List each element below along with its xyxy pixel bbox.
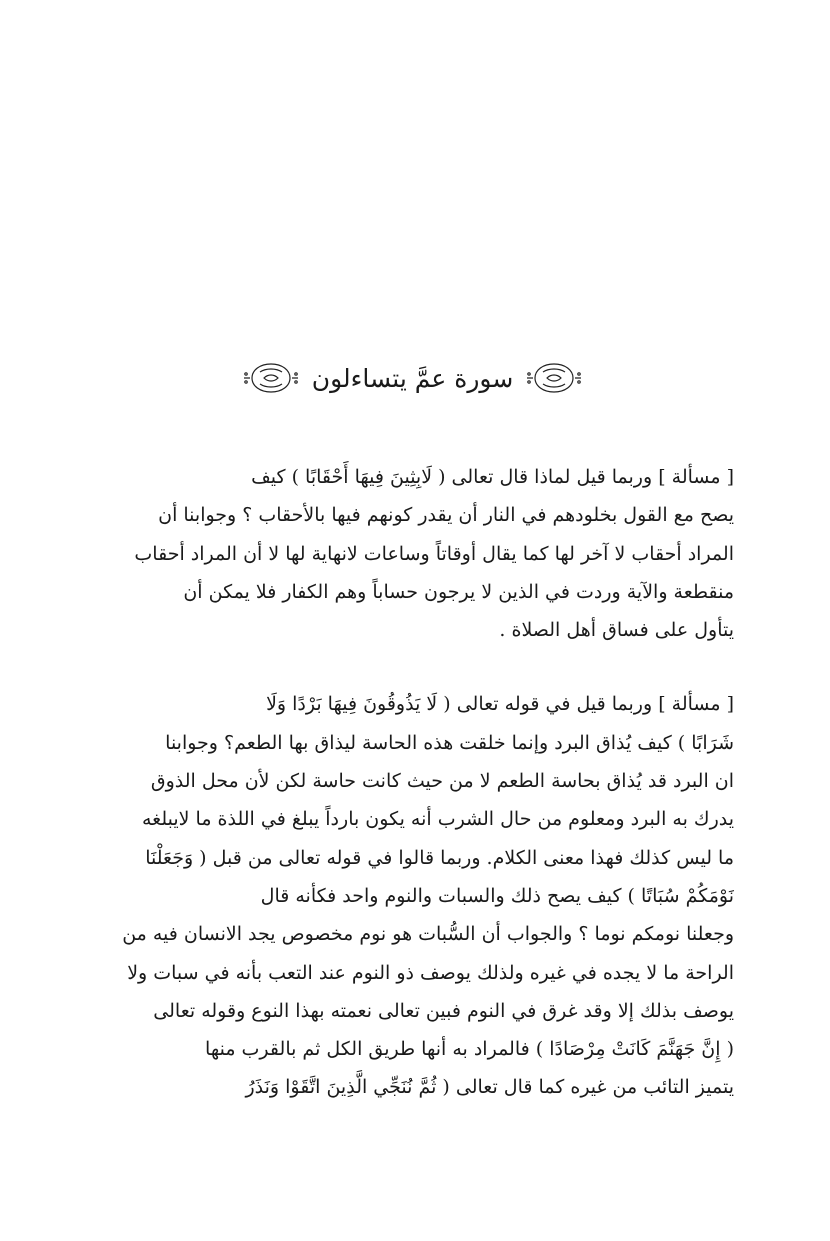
text-line: يتأول على فساق أهل الصلاة . [499,619,734,642]
paragraph-1 [96,458,734,649]
surah-title-banner [240,355,585,401]
paragraph-gap [96,649,734,685]
ornament-left-icon [240,358,302,398]
text-line: شَرَابًا ) كيف يُذاق البرد وإنما خلقت هذه الحاسة ليذاق بها الطعم؟ وجوابنا [165,731,734,754]
text-line: [ مسألة ] وربما قيل في قوله تعالى ( لَا يَذُوقُونَ فِيهَا بَرْدًا وَلَا [266,693,734,716]
text-line: نَوْمَكُمْ سُبَاتًا ) كيف يصح ذلك والسبات والنوم واحد فكأنه قال [260,884,734,907]
text-line: [ مسألة ] وربما قيل لماذا قال تعالى ( لَابِثِينَ فِيهَا أَحْقَابًا ) كيف [251,466,734,488]
text-line: يوصف بذلك إلا وقد غرق في النوم فبين تعالى نعمته بهذا النوع وقوله تعالى [153,999,734,1022]
text-line: ما ليس كذلك فهذا معنى الكلام. وربما قالوا في قوله تعالى من قبل ( وَجَعَلْنَا [145,846,734,869]
text-line: ان البرد قد يُذاق بحاسة الطعم لا من حيث كانت حاسة لكن لأن محل الذوق [150,770,734,793]
text-line: ( إِنَّ جَهَنَّمَ كَانَتْ مِرْصَادًا ) فالمراد به أنها طريق الكل ثم بالقرب منها [205,1038,734,1061]
text-line: يصح مع القول بخلودهم في النار أن يقدر كونهم فيها بالأحقاب ؟ وجوابنا أن [158,504,734,527]
body-text [96,458,734,1107]
text-line: الراحة ما لا يجده في غيره ولذلك يوصف ذو النوم عند التعب بأنه في سبات ولا [127,961,734,984]
text-line: المراد أحقاب لا آخر لها كما يقال أوقاتاً وساعات لانهاية لها لا أن المراد أحقاب [134,542,734,565]
text-line: يدرك به البرد ومعلوم من حال الشرب أنه يكون بارداً يبلغ في اللذة ما لايبلغه [141,808,734,831]
text-line: يتميز التائب من غيره كما قال تعالى ( ثُمَّ نُنَجِّي الَّذِينَ اتَّقَوْا وَنَذَرُ [245,1076,734,1099]
page-title: سورة عمَّ يتساءلون [311,363,514,393]
paragraph-2 [96,685,734,1106]
text-line: منقطعة والآية وردت في الذين لا يرجون حساباً وهم الكفار فلا يمكن أن [183,580,734,603]
ornament-right-icon [523,358,585,398]
text-line: وجعلنا نومكم نوما ؟ والجواب أن السُّبات هو نوم مخصوص يجد الانسان فيه من [122,923,734,946]
